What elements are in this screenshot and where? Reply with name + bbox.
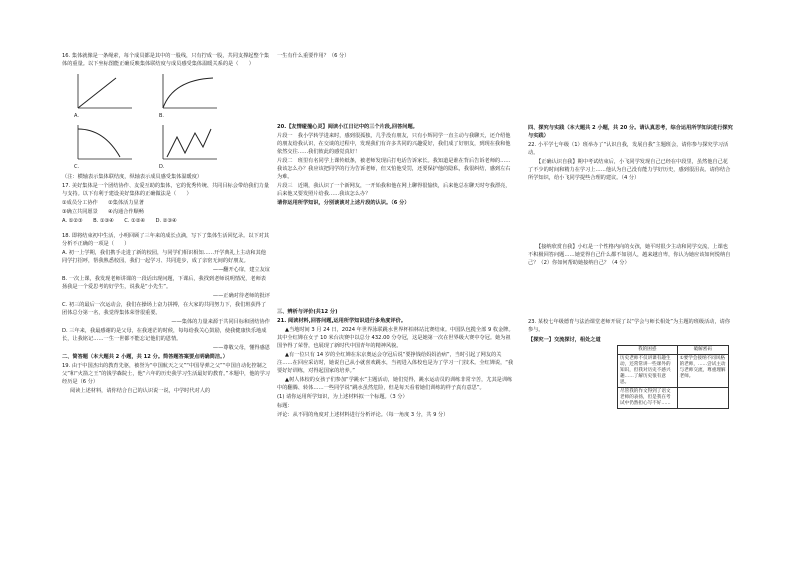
question-19-continued: 一生有什么重要作用？（6 分）	[277, 53, 350, 59]
question-23-subheading: 【探究一】交流探讨，相处之道	[528, 337, 601, 343]
question-20-fragment-2: 片段二 班里有名同学上课传纸条，被老师发现后打电话告诉家长。我知道是谁在背后告诉老师的……我该怎么办？我应该把同学的行为告诉老师，但又怕他受罚，还要保护他的隐私，我很纠结，感到左右为难。	[277, 158, 511, 180]
graph-d-chart	[159, 123, 219, 163]
graph-c-label: C.	[74, 164, 80, 170]
question-18-c: C. 初三的最后一次运动会，我们在操场上奋力拼搏，在大家的共同努力下，我们班获得了团体总分第一名，我觉得集体荣誉很重要。	[62, 302, 267, 316]
question-19: 19. 由于中国杰出的教育先驱，被誉为“中国航天之父”“中国导弹之父”“中国自动化控制之父”和“火箭之王”的钱学森院士，他“六年的历史我学习生活最好的教育。”本题中，他的学习经历是（6 分）	[62, 363, 270, 385]
question-22: 22. 小平学七年级（1）班举办了“认识自我，发展自我”主题班会，请你参与探究学习活动。	[528, 142, 729, 156]
table-cell-empty	[677, 388, 728, 409]
section-3-heading: 三、辨析与评价(共12 分)	[277, 309, 338, 315]
question-20-fragment-3: 片段三 近期，我认识了一个新网友，一开始我和他在网上聊得很愉快，后来他总在聊天时夸我漂亮，后来他又要发照片给我……我该怎么办？	[277, 183, 511, 197]
question-17: 17. 美好集体是一个团结协作、友爱互助的集体，它的优秀传统、共同目标会带给我们力量与支持。以下有利于建设美好集体的正确做法是（ ）	[62, 183, 270, 197]
question-17-option-row-1: ①成员分工协作 ②集体活力显著	[62, 200, 144, 206]
graph-a	[74, 72, 139, 120]
graph-a-chart	[74, 72, 134, 112]
question-21-material-3: ▲树人体校的女孩子们参加“学跳水”主题活动，她们觉得，跳水运动员的训练非常辛苦，尤其是训练中的翻腾、转体……一些同学说“跳水虽然危险，但是每天看着她们训练的样子真有意思”。	[277, 377, 513, 391]
section-2-heading: 二、简答题（本大题共 2 小题，共 12 分。简答题答案要点明确简洁。）	[62, 354, 228, 360]
question-23-section	[528, 336, 733, 406]
question-19-tail: 阅读上述材料，请你结合自己的认识说一说，中学时代对人的	[70, 388, 211, 394]
table-cell: ①要学会接纳不同风格的老师，……尝试主动与老师交流，尊重理解老师。	[677, 355, 728, 388]
graph-b-chart	[159, 72, 219, 112]
question-21-ask-2: 评论：从不同的角度对上述材料进行分析评论。（每一角度 3 分，共 9 分）	[277, 412, 449, 418]
question-20: 20.【友情碰撞心灵】阅读小江日记中的三个片段,回答问题。	[277, 124, 418, 130]
graph-a-label: A.	[74, 113, 79, 119]
question-21-title-line: 标题：	[277, 403, 293, 409]
question-21-material-2: ▲有一位只有 14 岁的全红婵在东京奥运会夺冠后说“要挣钱给妈妈治病”，当时引起了网友的关注……在回应采访时，她说自己从小就喜欢跳水，当初进入体校也是为了学习一门技术。全红婵说，“我要好好训练，对得起国家的培养。”	[277, 352, 514, 374]
question-21-material-1: ▲当地时间 3 月 24 日，2024 年世界泳联跳水世界杯柏林站比赛结束。中国队包揽全部 9 枚金牌。其中全红婵在女子 10 米台决赛中以总分 432.00 分夺冠，这是她第一次在世界级大赛中夺冠。她为祖国争得了荣誉，也展现了新时代中国青年的精神风貌。	[277, 327, 514, 349]
question-21-ask-1: (1) 请你运用所学知识，为上述材料拟一个标题。（3 分）	[277, 394, 408, 400]
question-23: 23. 某校七年级德育与法治课堂老师开展了以“学会与师长相处”为主题的班级活动，请你参与。	[528, 319, 731, 333]
answer-graphs	[74, 72, 224, 171]
table-header-confusion: 我的困惑	[618, 346, 678, 355]
table-cell: 尽管我的作文得到了语文老师的表扬，但是我在考试中仍然担心写不好……	[618, 388, 678, 409]
section-4-heading: 四、探究与实践（本大题共 2 小题，共 20 分。请认真思考，综合运用所学知识进行探究与实践）	[528, 125, 733, 139]
graph-b-label: B.	[159, 113, 165, 119]
question-20-ask: 请你运用所学知识，分别谈谈对上述片段的认识。（6 分）	[277, 200, 410, 206]
question-20-fragment-1: 片段一 我小学转学进来时，感到很孤独，几乎没有朋友，只有小辉同学一直主动与我聊天，还介绍他的朋友给我认识，在交谈的过程中，发现我们有许多共同的兴趣爱好，我们成了好朋友，到现在我和他依然交往……我们彼此的感觉真好！	[277, 133, 511, 155]
graph-d	[159, 123, 224, 171]
question-18-b: B. 一次上课，我发现老师讲课的一段话出现问题，下课后，我找到老师说明情况，老师表扬我是一个爱思考的好学生，说我是“小先生”。	[62, 276, 266, 290]
graph-c	[74, 123, 139, 171]
question-16-note: （注：横轴表示集体联结度，纵轴表示成员感受集体温暖度）	[62, 174, 203, 180]
column-2	[277, 52, 514, 420]
column-3	[528, 52, 733, 409]
question-22-part-a: 【正确认识自我】期中考试结束后，小飞同学发现自己已经在中段里，虽然他自己花了不少的时间和精力在学习上……他认为自己没有能力学好历史，感到很沮丧。请你结合所学知识，给小飞同学提些合理的建议。（4 分）	[528, 159, 731, 181]
column-1	[62, 52, 270, 396]
question-16: 16. 集体就像是一条绳索，每个成员都是其中的一股线，只有拧成一股，共同支撑起整个集体的重量。以下坐标图能正确反映集体联结度与成员感受集体温暖关系的是（ ）	[62, 53, 270, 67]
question-18-a: A. 初一上学期，我们携手走进了新的校园，与同学们相识相知……开学典礼上主动和其他同学打招呼，帮我熟悉校园，我们一起学习、共同进步，成了亲密无间的好朋友。	[62, 250, 266, 264]
question-18-a-source: ——翻开心扉，建立友谊	[212, 267, 270, 273]
question-18-d: D. 三年来，我最感谢的是父母，在我迷茫的时候，每每给我关心鼓励，使我健康快乐地成长，让我铭记……一生一世都不能忘记他们的恩情。	[62, 328, 267, 342]
table-header-row	[618, 346, 729, 355]
question-18: 18. 即将结束初中生活，小明回顾了三年来的成长点滴，写下了集体生活回忆录。以下对其分析不正确的一项是（ ）	[62, 233, 270, 247]
table-header-solution: 破解密码	[677, 346, 728, 355]
question-22-part-b: 【接纳欣赏自我】小红是一个性格内向的女孩，她平时很少主动和同学交流，上课也不积极回答问题……她觉得自己什么都不如别人，越来越自卑，你认为她应该如何悦纳自己？（2）你如何帮助她接纳自己？（4 分）	[528, 244, 731, 266]
question-21: 21. 阅读材料,回答问题,运用所学知识进行多角度评价。	[277, 318, 407, 324]
question-18-d-source: ——尊敬父母，懂得感恩	[212, 345, 270, 351]
exchange-table	[617, 345, 729, 409]
graph-d-label: D.	[159, 164, 165, 170]
table-cell: 历史老师不仅讲课有趣生动，还常常讲一些课外的知识，但我对历史不感兴趣……了解历史很有意思。	[618, 355, 678, 388]
graph-b	[159, 72, 224, 120]
question-17-choices: A. ①②③ B. ①③④ C. ①②④ D. ②③④	[62, 218, 177, 224]
table-row	[618, 388, 729, 409]
question-18-b-source: ——正确对待老师的批评	[212, 293, 270, 299]
question-18-c-source: ——集体的力量来源于共同目标和团结协作	[171, 319, 270, 325]
table-row	[618, 355, 729, 388]
question-17-option-row-2: ③确立共同愿景 ④沟通合作顺畅	[62, 209, 144, 215]
graph-c-chart	[74, 123, 134, 163]
